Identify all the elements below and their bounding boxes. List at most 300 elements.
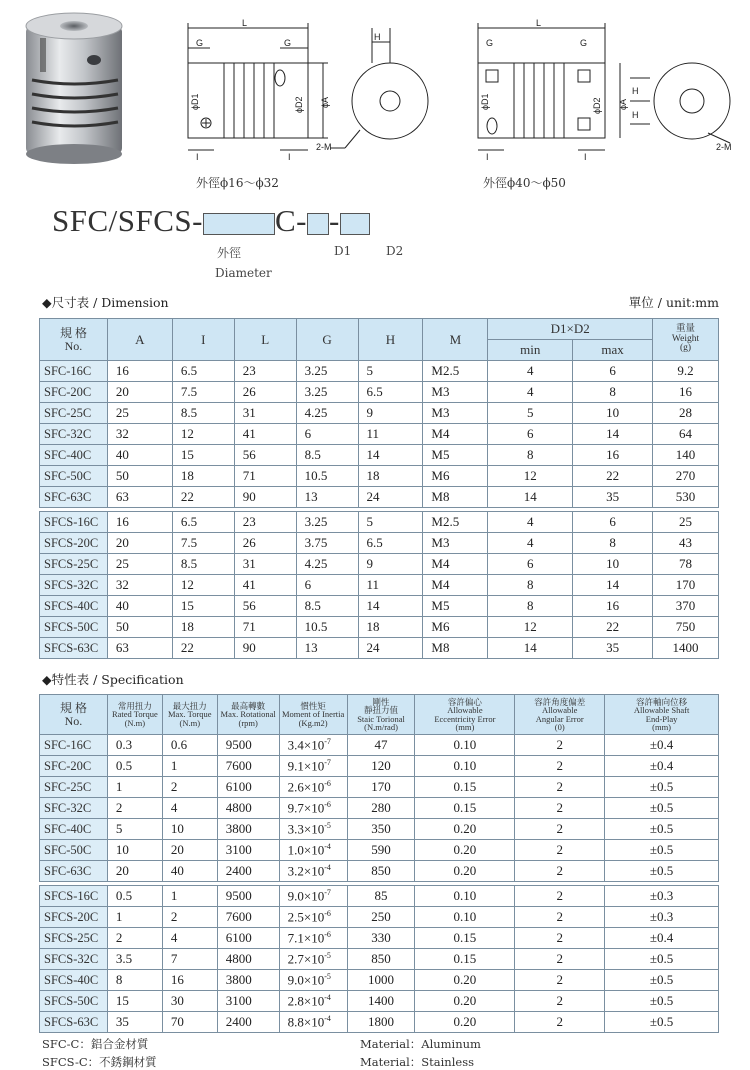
spec-header-2: 最大扭力 Max. Torque (N.m): [162, 695, 217, 735]
svg-text:I: I: [486, 152, 489, 162]
table-row: [40, 756, 719, 777]
table-cell: 0.20: [415, 819, 515, 840]
table-cell: 11: [358, 575, 423, 596]
table-cell: 9: [358, 554, 423, 575]
table-cell: 2: [515, 949, 605, 970]
model-number: SFC-20C: [40, 756, 108, 777]
header-g: G: [296, 319, 358, 361]
table-cell: 4: [488, 512, 573, 533]
table-cell: 6: [488, 554, 573, 575]
table-cell: 8: [573, 533, 653, 554]
table-cell: M5: [423, 596, 488, 617]
table-cell: M4: [423, 554, 488, 575]
material-sfcs-en: Material：Stainless: [360, 1055, 474, 1069]
model-number: SFC-32C: [40, 798, 108, 819]
table-cell: 7.5: [172, 533, 234, 554]
table-cell: 1: [162, 756, 217, 777]
table-cell: 31: [234, 403, 296, 424]
caption-large-range: 外徑ϕ40～ϕ50: [483, 176, 566, 190]
material-sfc-en: Material：Aluminum: [360, 1037, 481, 1051]
table-cell: 41: [234, 424, 296, 445]
table-row: [40, 361, 719, 382]
table-cell: 85: [347, 886, 415, 907]
table-row: [40, 991, 719, 1012]
table-cell: 5: [358, 361, 423, 382]
table-cell: 14: [488, 487, 573, 508]
table-cell: 0.20: [415, 970, 515, 991]
table-cell: 2: [515, 886, 605, 907]
table-cell: 10: [573, 403, 653, 424]
table-cell: 8.5: [296, 596, 358, 617]
table-row: [40, 533, 719, 554]
table-cell: 530: [653, 487, 719, 508]
model-number: SFC-25C: [40, 403, 108, 424]
table-cell: 40: [162, 861, 217, 882]
table-cell: 18: [172, 617, 234, 638]
svg-text:H: H: [632, 86, 639, 96]
model-number: SFC-20C: [40, 382, 108, 403]
table-cell: 70: [162, 1012, 217, 1033]
table-cell: M3: [423, 403, 488, 424]
table-cell: 71: [234, 617, 296, 638]
table-cell: 24: [358, 638, 423, 659]
svg-text:L: L: [242, 18, 248, 28]
table-cell: 2: [515, 756, 605, 777]
model-prefix: SFC/SFCS-: [52, 203, 203, 238]
table-cell: M4: [423, 575, 488, 596]
table-cell: M8: [423, 487, 488, 508]
svg-text:ϕD2: ϕD2: [294, 96, 304, 113]
table-cell: 6100: [217, 928, 279, 949]
svg-text:I: I: [288, 152, 291, 162]
table-cell: 3800: [217, 819, 279, 840]
model-number: SFCS-20C: [40, 907, 108, 928]
table-row: [40, 466, 719, 487]
table-cell: 22: [573, 466, 653, 487]
table-cell: 120: [347, 756, 415, 777]
table-cell: $2.5\times 10^{-6}$: [279, 907, 347, 928]
table-cell: 64: [653, 424, 719, 445]
table-cell: 2: [107, 928, 162, 949]
table-cell: 4: [162, 798, 217, 819]
table-row: [40, 907, 719, 928]
table-cell: 0.10: [415, 756, 515, 777]
table-cell: 4: [488, 382, 573, 403]
table-cell: ±0.3: [605, 886, 719, 907]
table-cell: 0.10: [415, 886, 515, 907]
model-number: SFCS-16C: [40, 512, 108, 533]
table-cell: 2: [162, 777, 217, 798]
table-cell: 6.5: [358, 382, 423, 403]
table-cell: $9.0\times 10^{-7}$: [279, 886, 347, 907]
table-cell: 9: [358, 403, 423, 424]
table-cell: 1800: [347, 1012, 415, 1033]
table-row: [40, 1012, 719, 1033]
model-number: SFC-32C: [40, 424, 108, 445]
table-cell: 2: [515, 970, 605, 991]
table-cell: ±0.5: [605, 991, 719, 1012]
table-cell: M5: [423, 445, 488, 466]
svg-text:L: L: [536, 18, 542, 28]
spec-header-1: 常用扭力 Rated Torque (N.m): [107, 695, 162, 735]
table-cell: 25: [653, 512, 719, 533]
table-cell: 1: [107, 777, 162, 798]
table-cell: 35: [573, 487, 653, 508]
table-cell: 16: [162, 970, 217, 991]
table-cell: 0.10: [415, 735, 515, 756]
model-number: SFCS-25C: [40, 928, 108, 949]
table-cell: M2.5: [423, 361, 488, 382]
table-cell: 10.5: [296, 617, 358, 638]
table-cell: 10: [573, 554, 653, 575]
table-cell: M6: [423, 617, 488, 638]
model-number: SFCS-50C: [40, 617, 108, 638]
table-cell: 32: [107, 575, 172, 596]
table-cell: ±0.5: [605, 819, 719, 840]
table-cell: 8: [488, 575, 573, 596]
spec-header-0: 規 格 No.: [40, 695, 108, 735]
dimension-title: ◆尺寸表 / Dimension: [42, 295, 169, 310]
table-cell: 14: [488, 638, 573, 659]
table-cell: 31: [234, 554, 296, 575]
spec-header-6: 容許偏心 Allowable Eccentricity Error (mm): [415, 695, 515, 735]
material-sfc-cn: SFC-C：鋁合金材質: [42, 1037, 149, 1051]
svg-text:I: I: [196, 152, 199, 162]
table-cell: 2: [515, 840, 605, 861]
table-cell: 750: [653, 617, 719, 638]
table-cell: 50: [107, 617, 172, 638]
table-cell: 0.15: [415, 777, 515, 798]
table-cell: 18: [172, 466, 234, 487]
table-cell: 3800: [217, 970, 279, 991]
table-cell: 14: [358, 596, 423, 617]
table-cell: 20: [107, 382, 172, 403]
table-row: [40, 970, 719, 991]
table-cell: 6: [573, 361, 653, 382]
table-cell: 35: [107, 1012, 162, 1033]
model-number: SFC-16C: [40, 735, 108, 756]
table-cell: 32: [107, 424, 172, 445]
table-cell: 25: [107, 403, 172, 424]
table-cell: 12: [172, 575, 234, 596]
model-code: [52, 203, 370, 239]
table-row: [40, 487, 719, 508]
table-cell: 2: [162, 907, 217, 928]
table-cell: $9.1\times 10^{-7}$: [279, 756, 347, 777]
table-cell: 26: [234, 533, 296, 554]
table-cell: 1400: [347, 991, 415, 1012]
model-number: SFCS-40C: [40, 596, 108, 617]
table-cell: 4.25: [296, 554, 358, 575]
table-cell: 10: [162, 819, 217, 840]
table-cell: 2400: [217, 1012, 279, 1033]
table-cell: 56: [234, 445, 296, 466]
table-cell: 13: [296, 638, 358, 659]
table-cell: 15: [107, 991, 162, 1012]
table-cell: 30: [162, 991, 217, 1012]
table-row: [40, 777, 719, 798]
table-row: [40, 819, 719, 840]
table-cell: 20: [162, 840, 217, 861]
d2-box: [340, 213, 370, 235]
table-cell: 90: [234, 487, 296, 508]
table-row: [40, 886, 719, 907]
header-max: max: [573, 340, 653, 361]
svg-text:ϕA: ϕA: [618, 98, 628, 110]
table-cell: 7600: [217, 907, 279, 928]
caption-small-range: 外徑ϕ16～ϕ32: [196, 176, 279, 190]
header-l: L: [234, 319, 296, 361]
table-cell: 6: [296, 575, 358, 596]
table-cell: 50: [107, 466, 172, 487]
table-cell: 2: [515, 928, 605, 949]
model-number: SFCS-25C: [40, 554, 108, 575]
table-row: [40, 798, 719, 819]
table-cell: 78: [653, 554, 719, 575]
coupling-photo: [18, 8, 130, 168]
table-cell: $8.8\times 10^{-4}$: [279, 1012, 347, 1033]
table-cell: 8.5: [172, 554, 234, 575]
table-cell: 5: [488, 403, 573, 424]
table-cell: 9500: [217, 886, 279, 907]
model-number: SFCS-20C: [40, 533, 108, 554]
spec-header-7: 容許角度偏差 Allowable Angular Error (0): [515, 695, 605, 735]
table-cell: 8: [488, 596, 573, 617]
table-cell: 8: [107, 970, 162, 991]
table-cell: 6: [573, 512, 653, 533]
table-cell: $2.8\times 10^{-4}$: [279, 991, 347, 1012]
table-row: [40, 445, 719, 466]
table-row: [40, 382, 719, 403]
table-cell: 0.20: [415, 861, 515, 882]
model-dash: -: [329, 203, 340, 238]
table-cell: 5: [107, 819, 162, 840]
drawing-small-coupling: [180, 18, 440, 168]
table-cell: 0.5: [107, 886, 162, 907]
model-number: SFC-40C: [40, 445, 108, 466]
table-cell: 0.20: [415, 1012, 515, 1033]
svg-text:ϕD1: ϕD1: [480, 93, 490, 110]
table-cell: 2: [515, 991, 605, 1012]
table-cell: 0.15: [415, 949, 515, 970]
table-row: [40, 617, 719, 638]
d1-label: D1: [334, 244, 352, 258]
table-cell: 14: [573, 575, 653, 596]
spec-header-5: 剛性 靜扭力值 Staic Torional (N.m/rad): [347, 695, 415, 735]
table-cell: 1: [162, 886, 217, 907]
table-cell: M3: [423, 382, 488, 403]
table-cell: 250: [347, 907, 415, 928]
table-cell: 43: [653, 533, 719, 554]
table-cell: 90: [234, 638, 296, 659]
table-cell: 16: [653, 382, 719, 403]
model-number: SFC-25C: [40, 777, 108, 798]
table-cell: 24: [358, 487, 423, 508]
table-row: [40, 596, 719, 617]
table-cell: $3.4\times 10^{-7}$: [279, 735, 347, 756]
table-cell: 0.20: [415, 991, 515, 1012]
table-cell: 330: [347, 928, 415, 949]
table-cell: 850: [347, 861, 415, 882]
table-cell: 2400: [217, 861, 279, 882]
table-row: [40, 928, 719, 949]
table-cell: 9500: [217, 735, 279, 756]
table-cell: 0.20: [415, 840, 515, 861]
table-cell: 1: [107, 907, 162, 928]
table-cell: 8.5: [172, 403, 234, 424]
table-cell: 170: [653, 575, 719, 596]
table-cell: 35: [573, 638, 653, 659]
table-row: [40, 575, 719, 596]
svg-text:2-M: 2-M: [716, 142, 732, 152]
table-cell: 6: [296, 424, 358, 445]
table-cell: 140: [653, 445, 719, 466]
table-cell: $7.1\times 10^{-6}$: [279, 928, 347, 949]
table-cell: 8: [573, 382, 653, 403]
table-cell: 12: [172, 424, 234, 445]
table-cell: 6100: [217, 777, 279, 798]
table-cell: 6.5: [172, 512, 234, 533]
table-cell: 41: [234, 575, 296, 596]
model-number: SFCS-50C: [40, 991, 108, 1012]
table-cell: 40: [107, 596, 172, 617]
table-cell: 22: [172, 487, 234, 508]
table-cell: 7600: [217, 756, 279, 777]
table-cell: 2: [107, 798, 162, 819]
table-cell: 7.5: [172, 382, 234, 403]
table-cell: 16: [107, 512, 172, 533]
model-number: SFCS-16C: [40, 886, 108, 907]
table-cell: 56: [234, 596, 296, 617]
table-cell: M2.5: [423, 512, 488, 533]
material-sfcs-cn: SFCS-C：不銹鋼材質: [42, 1055, 157, 1069]
table-cell: 12: [488, 466, 573, 487]
table-cell: 14: [573, 424, 653, 445]
model-number: SFCS-32C: [40, 949, 108, 970]
table-cell: 0.5: [107, 756, 162, 777]
model-number: SFCS-32C: [40, 575, 108, 596]
table-cell: 3.25: [296, 382, 358, 403]
table-row: [40, 424, 719, 445]
header-h: H: [358, 319, 423, 361]
model-number: SFCS-63C: [40, 1012, 108, 1033]
table-cell: M3: [423, 533, 488, 554]
model-number: SFC-63C: [40, 487, 108, 508]
table-cell: ±0.4: [605, 928, 719, 949]
model-middle: C-: [275, 203, 307, 238]
table-cell: 23: [234, 361, 296, 382]
unit-label: 單位 / unit:mm: [628, 295, 719, 310]
table-cell: 1400: [653, 638, 719, 659]
table-cell: 4: [162, 928, 217, 949]
table-row: [40, 861, 719, 882]
table-cell: 20: [107, 533, 172, 554]
table-cell: 2: [515, 819, 605, 840]
table-cell: 6.5: [172, 361, 234, 382]
model-number: SFCS-63C: [40, 638, 108, 659]
table-cell: 3100: [217, 840, 279, 861]
table-cell: M8: [423, 638, 488, 659]
table-cell: 0.15: [415, 928, 515, 949]
table-cell: 63: [107, 638, 172, 659]
table-cell: M4: [423, 424, 488, 445]
table-cell: $1.0\times 10^{-4}$: [279, 840, 347, 861]
table-cell: 0.3: [107, 735, 162, 756]
d1-box: [307, 213, 329, 235]
model-number: SFC-50C: [40, 840, 108, 861]
table-cell: 40: [107, 445, 172, 466]
table-cell: 18: [358, 466, 423, 487]
table-cell: 350: [347, 819, 415, 840]
table-cell: ±0.3: [605, 907, 719, 928]
table-cell: 16: [573, 596, 653, 617]
svg-text:H: H: [632, 110, 639, 120]
table-cell: 16: [107, 361, 172, 382]
table-cell: 0.6: [162, 735, 217, 756]
table-cell: 20: [107, 861, 162, 882]
table-cell: 23: [234, 512, 296, 533]
diameter-label-en: Diameter: [215, 266, 272, 280]
table-cell: 22: [573, 617, 653, 638]
table-cell: 47: [347, 735, 415, 756]
table-cell: 18: [358, 617, 423, 638]
table-cell: 4: [488, 361, 573, 382]
table-cell: 14: [358, 445, 423, 466]
table-cell: 16: [573, 445, 653, 466]
svg-text:G: G: [580, 38, 588, 48]
header-d1d2: D1×D2: [488, 319, 653, 340]
table-cell: 590: [347, 840, 415, 861]
drawing-large-coupling: [470, 18, 740, 168]
table-cell: ±0.4: [605, 735, 719, 756]
table-row: [40, 949, 719, 970]
specification-title: ◆特性表 / Specification: [42, 672, 184, 687]
table-cell: 8.5: [296, 445, 358, 466]
table-cell: 63: [107, 487, 172, 508]
table-cell: 270: [653, 466, 719, 487]
svg-text:ϕD1: ϕD1: [190, 93, 200, 110]
table-cell: 2: [515, 777, 605, 798]
dimension-table: [39, 318, 719, 659]
table-cell: ±0.5: [605, 840, 719, 861]
table-cell: 12: [488, 617, 573, 638]
table-cell: 6.5: [358, 533, 423, 554]
table-cell: ±0.5: [605, 970, 719, 991]
svg-text:G: G: [486, 38, 494, 48]
header-no: 規 格 No.: [40, 319, 108, 361]
table-row: [40, 638, 719, 659]
svg-text:G: G: [196, 38, 204, 48]
table-cell: 28: [653, 403, 719, 424]
table-cell: $2.7\times 10^{-5}$: [279, 949, 347, 970]
table-cell: 170: [347, 777, 415, 798]
table-cell: 71: [234, 466, 296, 487]
table-cell: 2: [515, 798, 605, 819]
table-cell: M6: [423, 466, 488, 487]
svg-text:ϕD2: ϕD2: [592, 97, 602, 114]
table-cell: ±0.4: [605, 756, 719, 777]
d2-label: D2: [386, 244, 404, 258]
table-cell: $9.0\times 10^{-5}$: [279, 970, 347, 991]
table-cell: 15: [172, 596, 234, 617]
header-min: min: [488, 340, 573, 361]
table-cell: 370: [653, 596, 719, 617]
table-cell: 4: [488, 533, 573, 554]
table-cell: 22: [172, 638, 234, 659]
table-cell: 15: [172, 445, 234, 466]
table-cell: 280: [347, 798, 415, 819]
table-cell: 10: [107, 840, 162, 861]
